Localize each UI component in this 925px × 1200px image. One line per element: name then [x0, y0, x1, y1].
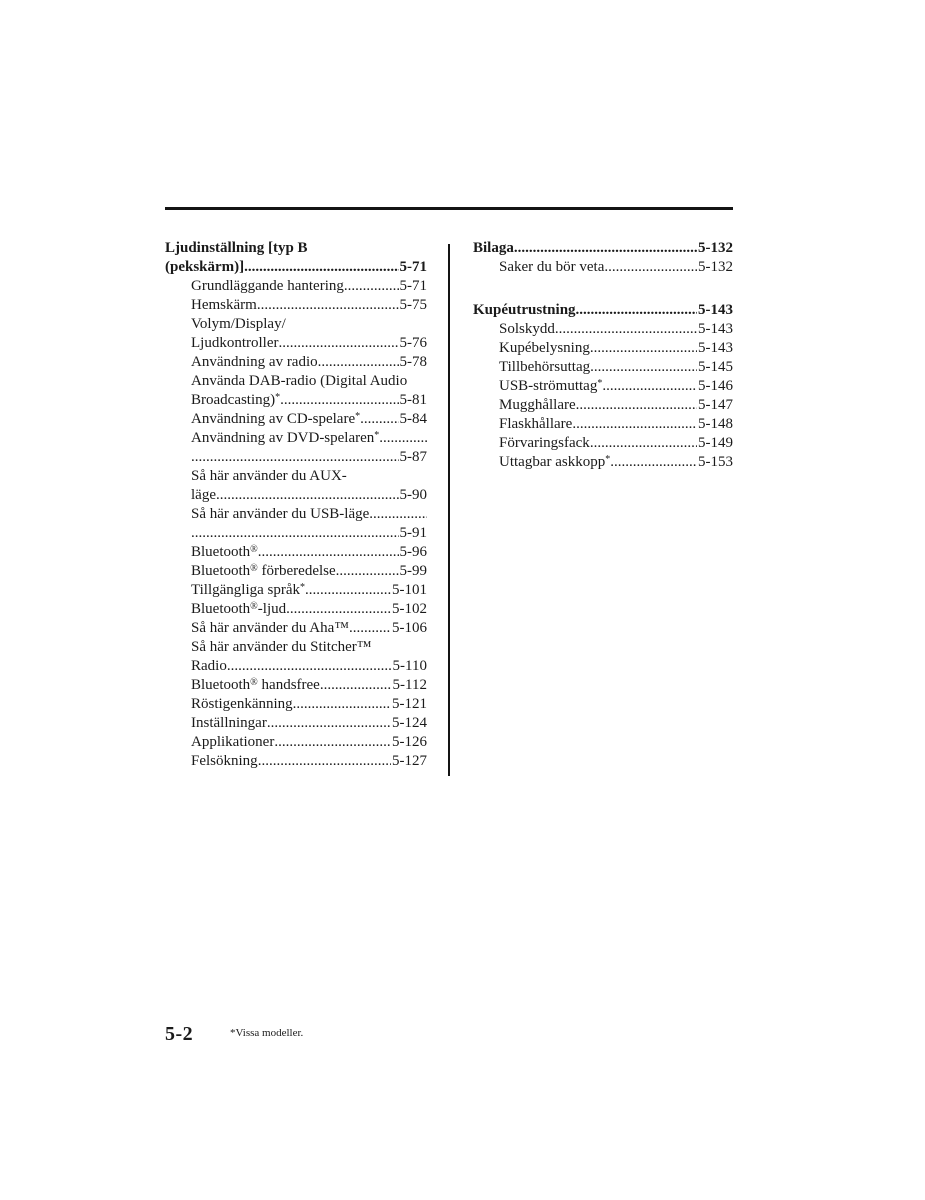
toc-entry — [473, 339, 733, 358]
column-divider — [448, 244, 450, 776]
entry-title: Så här använder du USB-läge — [191, 506, 370, 522]
toc-entry — [165, 562, 427, 581]
superscript-mark: * — [300, 582, 306, 593]
dot-leader — [590, 358, 697, 377]
entry-title: Saker du bör veta — [499, 259, 605, 275]
entry-title: Användning av radio — [191, 354, 318, 370]
entry-title: Ljudinställning [typ B — [165, 240, 308, 256]
dot-leader — [602, 377, 697, 396]
entry-title: Så här använder du Stitcher™ — [191, 639, 372, 655]
page-number: 5-149 — [698, 435, 733, 451]
toc-entry — [473, 358, 733, 377]
entry-title: Applikationer — [191, 734, 275, 750]
page-number: 5-87 — [399, 449, 427, 465]
entry-title: Använda DAB-radio (Digital Audio — [191, 373, 408, 389]
superscript-mark: * — [355, 411, 361, 422]
entry-title: Förvaringsfack — [499, 435, 590, 451]
toc-entry — [473, 415, 733, 434]
toc-entry — [165, 714, 427, 733]
superscript-mark: ® — [250, 677, 258, 688]
dot-leader — [576, 301, 697, 320]
toc-heading — [473, 301, 733, 320]
dot-leader — [610, 453, 697, 472]
entry-title: Så här använder du AUX- — [191, 468, 347, 484]
dot-leader — [274, 733, 391, 752]
dot-leader — [318, 353, 399, 372]
page-number: 5-143 — [698, 321, 733, 337]
dot-leader — [514, 239, 697, 258]
toc-entry — [165, 695, 427, 714]
toc-entry — [165, 410, 427, 429]
page-number: 5-71 — [399, 278, 427, 294]
page-number: 5-153 — [698, 454, 733, 470]
dot-leader — [576, 396, 697, 415]
toc-entry — [473, 453, 733, 472]
dot-leader — [555, 320, 697, 339]
toc-entry — [165, 277, 427, 296]
page-number: 5-99 — [399, 563, 427, 579]
entry-title: läge — [191, 487, 216, 503]
toc-entry — [165, 296, 427, 315]
dot-leader — [280, 391, 398, 410]
dot-leader — [191, 448, 399, 467]
page-number: 5-127 — [392, 753, 427, 769]
toc-entry — [165, 657, 427, 676]
page-number: 5-148 — [698, 416, 733, 432]
toc-entry — [165, 353, 427, 372]
toc-entry — [473, 377, 733, 396]
dot-leader — [227, 657, 392, 676]
dot-leader — [244, 258, 398, 277]
dot-leader — [336, 562, 399, 581]
toc-entry — [165, 619, 427, 638]
dot-leader — [344, 277, 399, 296]
toc-entry — [165, 391, 427, 410]
page-number: 5-78 — [399, 354, 427, 370]
entry-title: (pekskärm)] — [165, 259, 245, 275]
entry-title: Radio — [191, 658, 227, 674]
entry-title: Bluetooth — [191, 601, 251, 617]
top-rule — [165, 207, 733, 210]
superscript-mark: ® — [250, 601, 258, 612]
dot-leader — [590, 434, 697, 453]
superscript-mark: * — [374, 430, 380, 441]
toc-heading — [165, 239, 427, 258]
entry-title: Hemskärm — [191, 297, 257, 313]
page-number: 5-81 — [399, 392, 427, 408]
entry-title-suffix: förberedelse — [257, 563, 336, 579]
dot-leader — [191, 524, 399, 543]
toc-entry — [165, 581, 427, 600]
toc-entry — [473, 434, 733, 453]
dot-leader — [369, 505, 427, 524]
page-number: 5-96 — [399, 544, 427, 560]
page-number: 5-146 — [698, 378, 733, 394]
page-number: 5-71 — [399, 259, 427, 275]
entry-title: Ljudkontroller — [191, 335, 279, 351]
entry-title: Uttagbar askkopp — [499, 454, 606, 470]
page-number: 5-143 — [698, 302, 733, 318]
page-number: 5-90 — [399, 487, 427, 503]
toc-entry — [165, 429, 427, 448]
toc-entry — [165, 676, 427, 695]
entry-title: Felsökning — [191, 753, 258, 769]
dot-leader — [216, 486, 399, 505]
superscript-mark: * — [605, 454, 611, 465]
page-number: 5-75 — [399, 297, 427, 313]
page-number: 5-145 — [698, 359, 733, 375]
toc-entry — [165, 448, 427, 467]
entry-title: Grundläggande hantering — [191, 278, 344, 294]
dot-leader — [379, 429, 427, 448]
toc-entry — [165, 752, 427, 771]
page-number: 5-112 — [392, 677, 427, 693]
toc-heading — [473, 239, 733, 258]
entry-title-suffix: handsfree — [257, 677, 320, 693]
dot-leader — [258, 752, 391, 771]
page-number: 5-101 — [392, 582, 427, 598]
toc-entry — [165, 733, 427, 752]
toc-entry — [165, 334, 427, 353]
toc-section — [473, 239, 733, 277]
page-folio: 5-2 — [165, 1023, 194, 1045]
toc-entry — [165, 315, 427, 334]
dot-leader — [305, 581, 391, 600]
dot-leader — [278, 334, 398, 353]
toc-entry — [165, 543, 427, 562]
dot-leader — [257, 296, 399, 315]
dot-leader — [360, 410, 398, 429]
page-number: 5-121 — [392, 696, 427, 712]
entry-title: Bluetooth — [191, 544, 251, 560]
entry-title: Kupéutrustning — [473, 302, 576, 318]
entry-title: Flaskhållare — [499, 416, 573, 432]
toc-heading — [165, 258, 427, 277]
entry-title: Användning av CD-spelare — [191, 411, 356, 427]
dot-leader — [349, 619, 391, 638]
entry-title: Broadcasting) — [191, 392, 276, 408]
page-number: 5-110 — [392, 658, 427, 674]
superscript-mark: ® — [250, 544, 258, 555]
entry-title: Tillbehörsuttag — [499, 359, 591, 375]
superscript-mark: * — [597, 378, 603, 389]
dot-leader — [267, 714, 391, 733]
page-number: 5-106 — [392, 620, 427, 636]
toc-entry — [165, 638, 427, 657]
page-number: 5-91 — [399, 525, 427, 541]
entry-title: USB-strömuttag — [499, 378, 598, 394]
toc-column-left — [165, 239, 427, 771]
entry-title: Mugghållare — [499, 397, 576, 413]
dot-leader — [572, 415, 697, 434]
entry-title: Kupébelysning — [499, 340, 590, 356]
page-number: 5-84 — [399, 411, 427, 427]
footnote: *Vissa modeller. — [230, 1027, 304, 1039]
superscript-mark: ® — [250, 563, 258, 574]
toc-column-right — [473, 239, 733, 472]
page-number: 5-126 — [392, 734, 427, 750]
toc-entry — [165, 524, 427, 543]
entry-title: Bluetooth — [191, 563, 251, 579]
page-number: 5-132 — [698, 240, 733, 256]
page-number: 5-76 — [399, 335, 427, 351]
entry-title: Bluetooth — [191, 677, 251, 693]
page-number: 5-143 — [698, 340, 733, 356]
entry-title: Röstigenkänning — [191, 696, 293, 712]
dot-leader — [320, 676, 392, 695]
entry-title-suffix: -ljud — [257, 601, 287, 617]
dot-leader — [286, 600, 391, 619]
toc-entry — [165, 600, 427, 619]
toc-entry — [165, 372, 427, 391]
toc-section — [165, 239, 427, 771]
page-number: 5-132 — [698, 259, 733, 275]
entry-title: Bilaga — [473, 240, 514, 256]
toc-entry — [473, 320, 733, 339]
toc-entry — [165, 505, 427, 524]
entry-title: Tillgängliga språk — [191, 582, 301, 598]
toc-entry — [473, 258, 733, 277]
entry-title: Inställningar — [191, 715, 267, 731]
superscript-mark: * — [275, 392, 281, 403]
entry-title: Volym/Display/ — [191, 316, 286, 332]
toc-entry — [165, 467, 427, 486]
entry-title: Användning av DVD-spelaren — [191, 430, 375, 446]
entry-title: Så här använder du Aha™ — [191, 620, 349, 636]
toc-section — [473, 301, 733, 472]
dot-leader — [590, 339, 697, 358]
dot-leader — [293, 695, 391, 714]
dot-leader — [258, 543, 399, 562]
dot-leader — [604, 258, 697, 277]
page-number: 5-124 — [392, 715, 427, 731]
toc-entry — [473, 396, 733, 415]
page-number: 5-102 — [392, 601, 427, 617]
page-number: 5-147 — [698, 397, 733, 413]
toc-entry — [165, 486, 427, 505]
entry-title: Solskydd — [499, 321, 555, 337]
